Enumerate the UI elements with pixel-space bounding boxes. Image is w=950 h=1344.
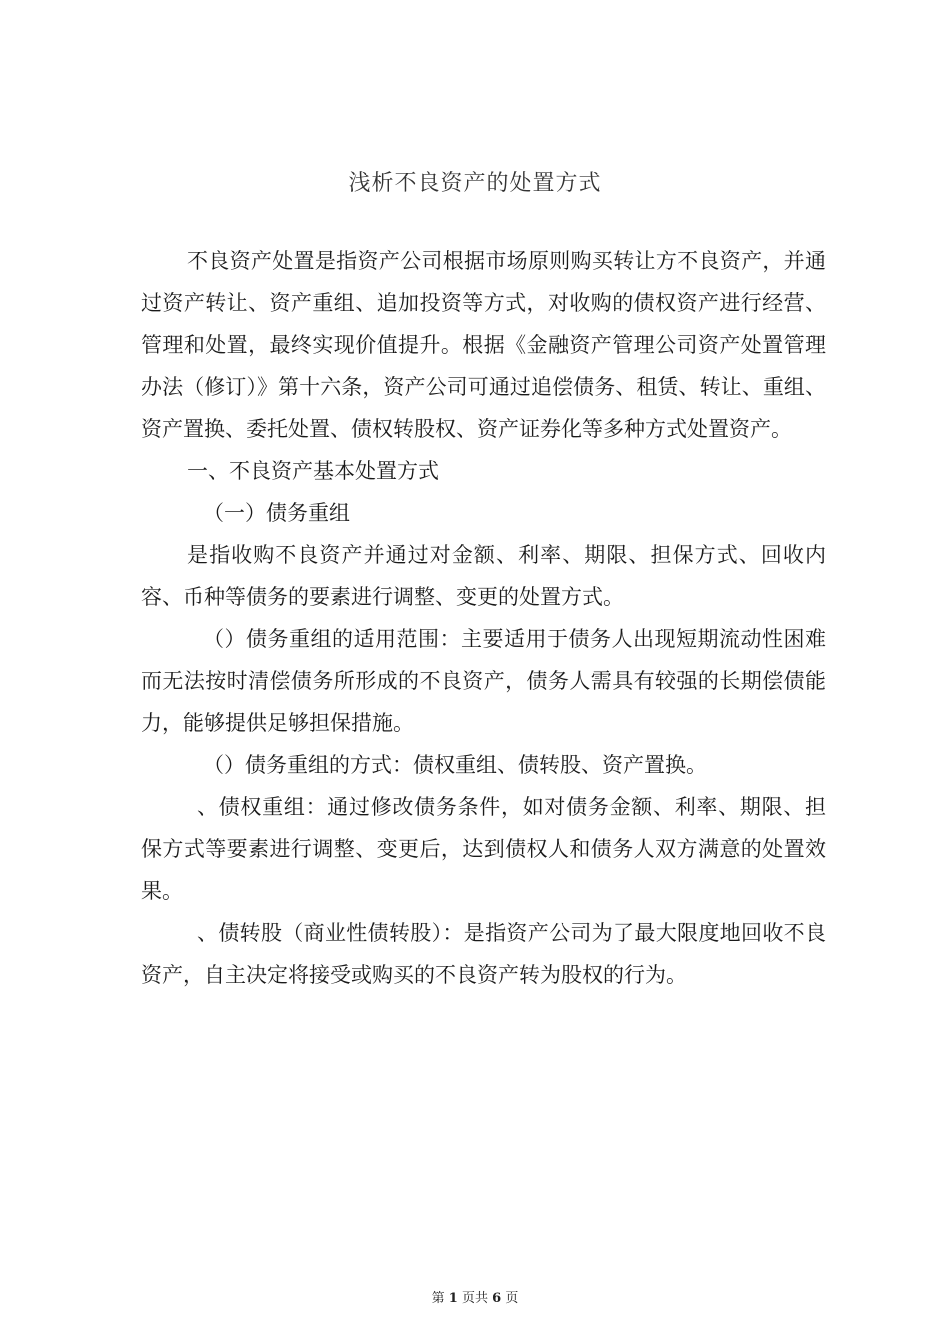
heading-section-1: 一、不良资产基本处置方式 [187,459,439,483]
paragraph-definition: 是指收购不良资产并通过对金额、利率、期限、担保方式、回收内容、币种等债务的要素进行调整、变更的处置方式。 [141,543,826,609]
document-body [141,240,826,996]
page-footer [0,1290,950,1308]
footer-suffix: 页 [505,1291,519,1306]
paragraph-methods: （）债务重组的方式：债权重组、债转股、资产置换。 [203,753,707,777]
footer-middle: 页共 [461,1291,488,1306]
paragraph-scope: （）债务重组的适用范围：主要适用于债务人出现短期流动性困难而无法按时清偿债务所形成的不良资产，债务人需具有较强的长期偿债能力，能够提供足够担保措施。 [141,627,826,735]
footer-current-page: 1 [448,1291,458,1306]
paragraph-intro: 不良资产处置是指资产公司根据市场原则购买转让方不良资产，并通过资产转让、资产重组、追加投资等方式，对收购的债权资产进行经营、管理和处置，最终实现价值提升。根据《金融资产管理公司资产处置管理办法（修订）》第十六条，资产公司可通过追偿债务、租赁、转让、重组、资产置换、委托处置、债权转股权、资产证券化等多种方式处置资产。 [141,249,826,441]
paragraph-debt-restructuring: 、债权重组：通过修改债务条件，如对债务金额、利率、期限、担保方式等要素进行调整、变更后，达到债权人和债务人双方满意的处置效果。 [141,795,826,903]
footer-prefix: 第 [431,1291,445,1306]
footer-total-pages: 6 [492,1291,502,1306]
document-title: 浅析不良资产的处置方式 [348,171,602,196]
heading-subsection-1: （一）债务重组 [203,501,350,525]
paragraph-debt-to-equity: 、债转股（商业性债转股）：是指资产公司为了最大限度地回收不良资产，自主决定将接受或购买的不良资产转为股权的行为。 [141,921,826,987]
